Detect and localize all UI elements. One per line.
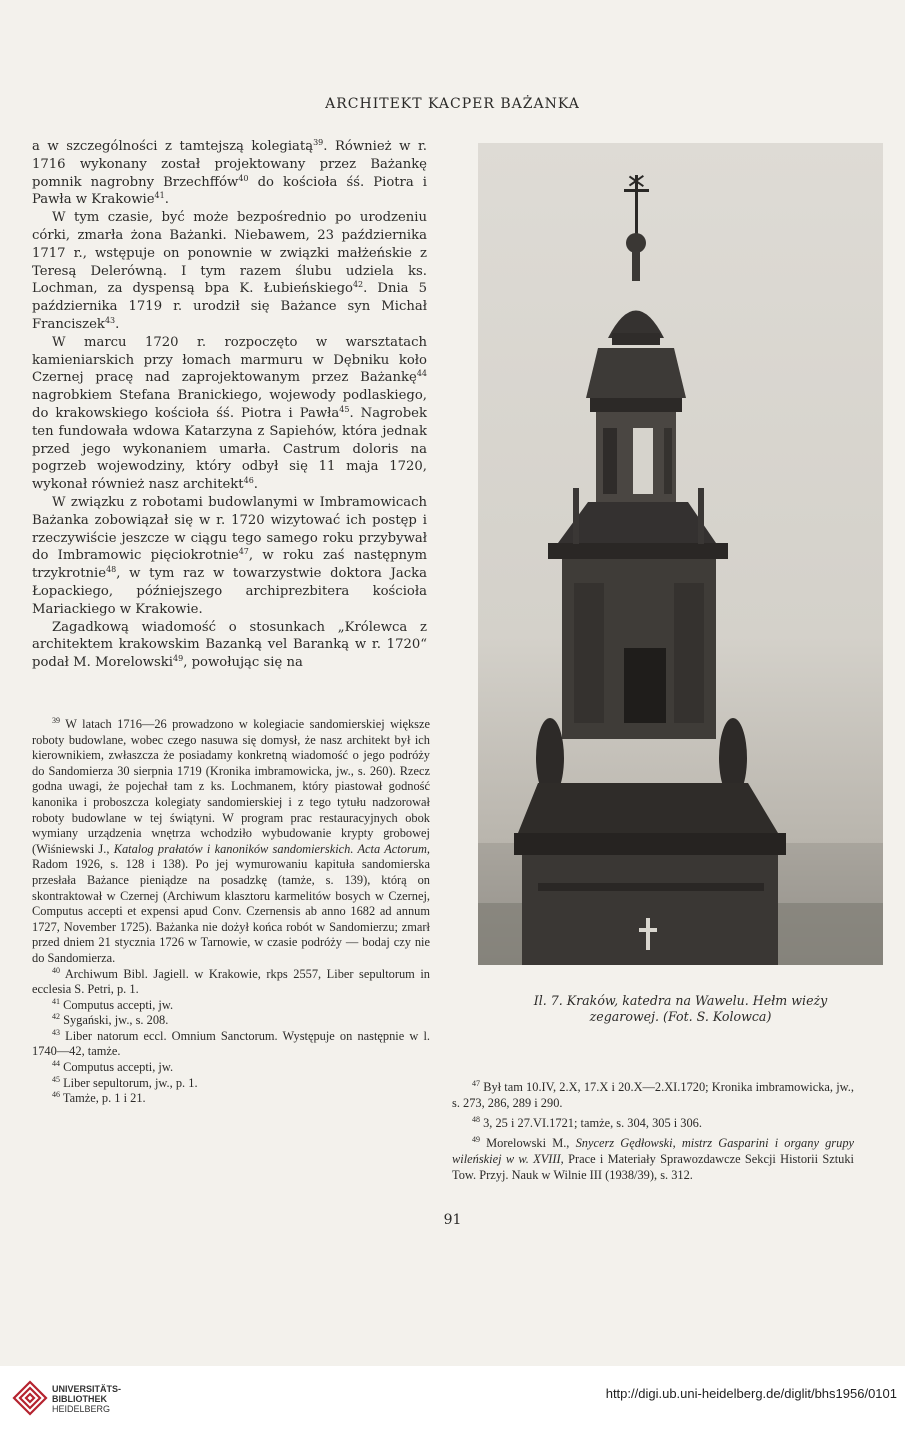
tower-illustration [478, 143, 883, 965]
permalink-url[interactable]: http://digi.ub.uni-heidelberg.de/diglit/bhs1956/0101 [605, 1386, 897, 1401]
paragraph-1: a w szczególności z tamtejszą kolegiatą$^{39}$. Również w r. 1716 wykonany został projektowany przez Bażankę pomnik nagrobny Brzechffów$^{40}$ do kościoła śś. Piotra i Pawła w Krakowie$^{41}$. [32, 138, 427, 208]
footnote-ref-39[interactable]: 39 [313, 138, 324, 147]
footnote-39: $^{39}$ W latach 1716—26 prowadzono w kolegiacie sandomierskiej większe roboty budowlane, wobec czego nasuwa się domysł, że nasz architekt był ich kierownikiem, zwłaszcza że posiadamy konkretną wiadomość o jego podróży do Sandomierza 30 sierpnia 1719 (Kronika imbramowicka, jw., s. 260). Rzecz godna uwagi, że pojechał tam z ks. Lochmanem, który piastował godność kanonika i proboszcza kolegiaty sandomierskiej i z tego tytułu nadzorował roboty budowlane w tej świątyni. W program prac restauracyjnych obok wymiany urządzenia wnętrza wchodziło wybudowanie krypty grobowej (Wiśniewski J., Katalog prałatów i kanoników sandomierskich. Acta Actorum, Radom 1926, s. 128 i 138). Po jej wymurowaniu kapituła sandomierska przesłała Bażance pieniądze na posadzkę (tamże, s. 139), którą on skontraktował w Czernej (Archiwum klasztoru karmelitów bosych w Czernej, Computus accepti et expensi apud Conv. Czernensis ab anno 1682 ad annum 1727, November 1725). Bażanka nie dożył końca robót w Sandomierzu; zmarł przed dniem 21 stycznia 1726 w Tarnowie, w czasie podróży — bodaj czy nie do Sandomierza. [32, 716, 430, 965]
library-name: UNIVERSITÄTS- BIBLIOTHEK HEIDELBERG [52, 1384, 122, 1414]
footnote-45: $^{45}$ Liber sepultorum, jw., p. 1. [52, 1074, 198, 1090]
figure-caption: Il. 7. Kraków, katedra na Wawelu. Hełm wieży zegarowej. (Fot. S. Kolowca) [533, 993, 828, 1024]
library-logo-icon[interactable] [10, 1378, 50, 1418]
footnote-ref-49[interactable]: 49 [173, 654, 184, 664]
footnote-ref-47[interactable]: 47 [238, 547, 249, 557]
cross-icon [624, 175, 649, 237]
page-number: 91 [443, 1212, 462, 1228]
footnote-ref-44[interactable]: 44 [416, 369, 427, 379]
paragraph-3: W marcu 1720 r. rozpoczęto w warsztatach kamieniarskich przy łomach marmuru w Dębniku koło Czernej pracę nad zaprojektowanym przez Bażankę$^{44}$ nagrobkiem Stefana Branickiego, wojewody podlaskiego, do krakowskiego kościoła śś. Piotra i Pawła$^{45}$. Nagrobek ten fundowała wdowa Katarzyna z Sapiehów, która jednak przed jego wykonaniem umarła. Castrum doloris na pogrzeb wojewodziny, który odbył się 11 maja 1720, wykonał również nasz architekt$^{46}$. [32, 334, 427, 493]
footnote-46: $^{46}$ Tamże, p. 1 i 21. [52, 1090, 146, 1106]
running-head: ARCHITEKT KACPER BAŻANKA [325, 96, 580, 112]
footnotes-right [452, 1079, 854, 1187]
paragraph-2: W tym czasie, być może bezpośrednio po urodzeniu córki, zmarła żona Bażanki. Niebawem, 23 października 1717 r., wstępuje on ponownie w związki małżeńskie z Teresą Delerówną. I tym razem ślubu udziela ks. Lochman, za dyspensą bpa K. Łubieńskiego$^{42}$. Dnia 5 października 1719 r. urodził się Bażance syn Michał Franciszek$^{43}$. [32, 210, 427, 332]
footnote-ref-45[interactable]: 45 [339, 404, 350, 414]
footnote-44: $^{44}$ Computus accepti, jw. [52, 1059, 174, 1075]
body-text [32, 138, 427, 672]
footnote-42: $^{42}$ Sygański, jw., s. 208. [52, 1012, 169, 1028]
footnote-43: $^{43}$ Liber natorum eccl. Omnium Sanctorum. Występuje on następnie w l. 1740—42, tamże. [32, 1027, 430, 1059]
tower-photograph [478, 143, 883, 965]
footnote-ref-43[interactable]: 43 [104, 315, 116, 325]
digitization-footer [0, 1366, 905, 1436]
footnote-47: $^{47}$ Był tam 10.IV, 2.X, 17.X i 20.X—2.XI.1720; Kronika imbramowicka, jw., s. 273, 286, 289 i 290. [452, 1079, 854, 1110]
paragraph-5: Zagadkową wiadomość o stosunkach „Królewca z architektem krakowskim Bazanką vel Baranką w r. 1720“ podał M. Morelowski$^{49}$, powołując się na [32, 619, 427, 671]
paragraph-4: W związku z robotami budowlanymi w Imbramowicach Bażanka zobowiązał się w r. 1720 wizytować ich postęp i rzeczywiście jeszcze w ciągu tego samego roku przybywał do Imbramowic pięciokrotnie$^{47}$, w roku zaś następnym trzykrotnie$^{48}$, w tym raz w towarzystwie doktora Jacka Łopackiego, późniejszego archiprezbitera kościoła Mariackiego w Krakowie. [32, 494, 427, 617]
footnote-48: $^{48}$ 3, 25 i 27.VI.1721; tamże, s. 304, 305 i 306. [472, 1115, 702, 1130]
footnote-ref-42[interactable]: 42 [352, 280, 364, 290]
footnote-41: $^{41}$ Computus accepti, jw. [52, 996, 174, 1012]
footnote-ref-46[interactable]: 46 [243, 476, 254, 486]
footnote-ref-40[interactable]: 40 [238, 173, 249, 183]
footnote-40: $^{40}$ Archiwum Bibl. Jagiell. w Krakowie, rkps 2557, Liber sepultorum in ecclesia S. Petri, p. 1. [32, 965, 430, 997]
footnote-ref-48[interactable]: 48 [106, 565, 117, 575]
footnote-49: $^{49}$ Morelowski M., Snycerz Gędłowski, mistrz Gasparini i organy grupy wileńskiej w w. XVIII, Prace i Materiały Sprawozdawcze Sekcji Historii Sztuki Tow. Przyj. Nauk w Wilnie III (1938/39), s. 312. [452, 1135, 855, 1182]
footnotes-left [32, 717, 430, 1107]
footnote-ref-41[interactable]: 41 [154, 191, 165, 201]
